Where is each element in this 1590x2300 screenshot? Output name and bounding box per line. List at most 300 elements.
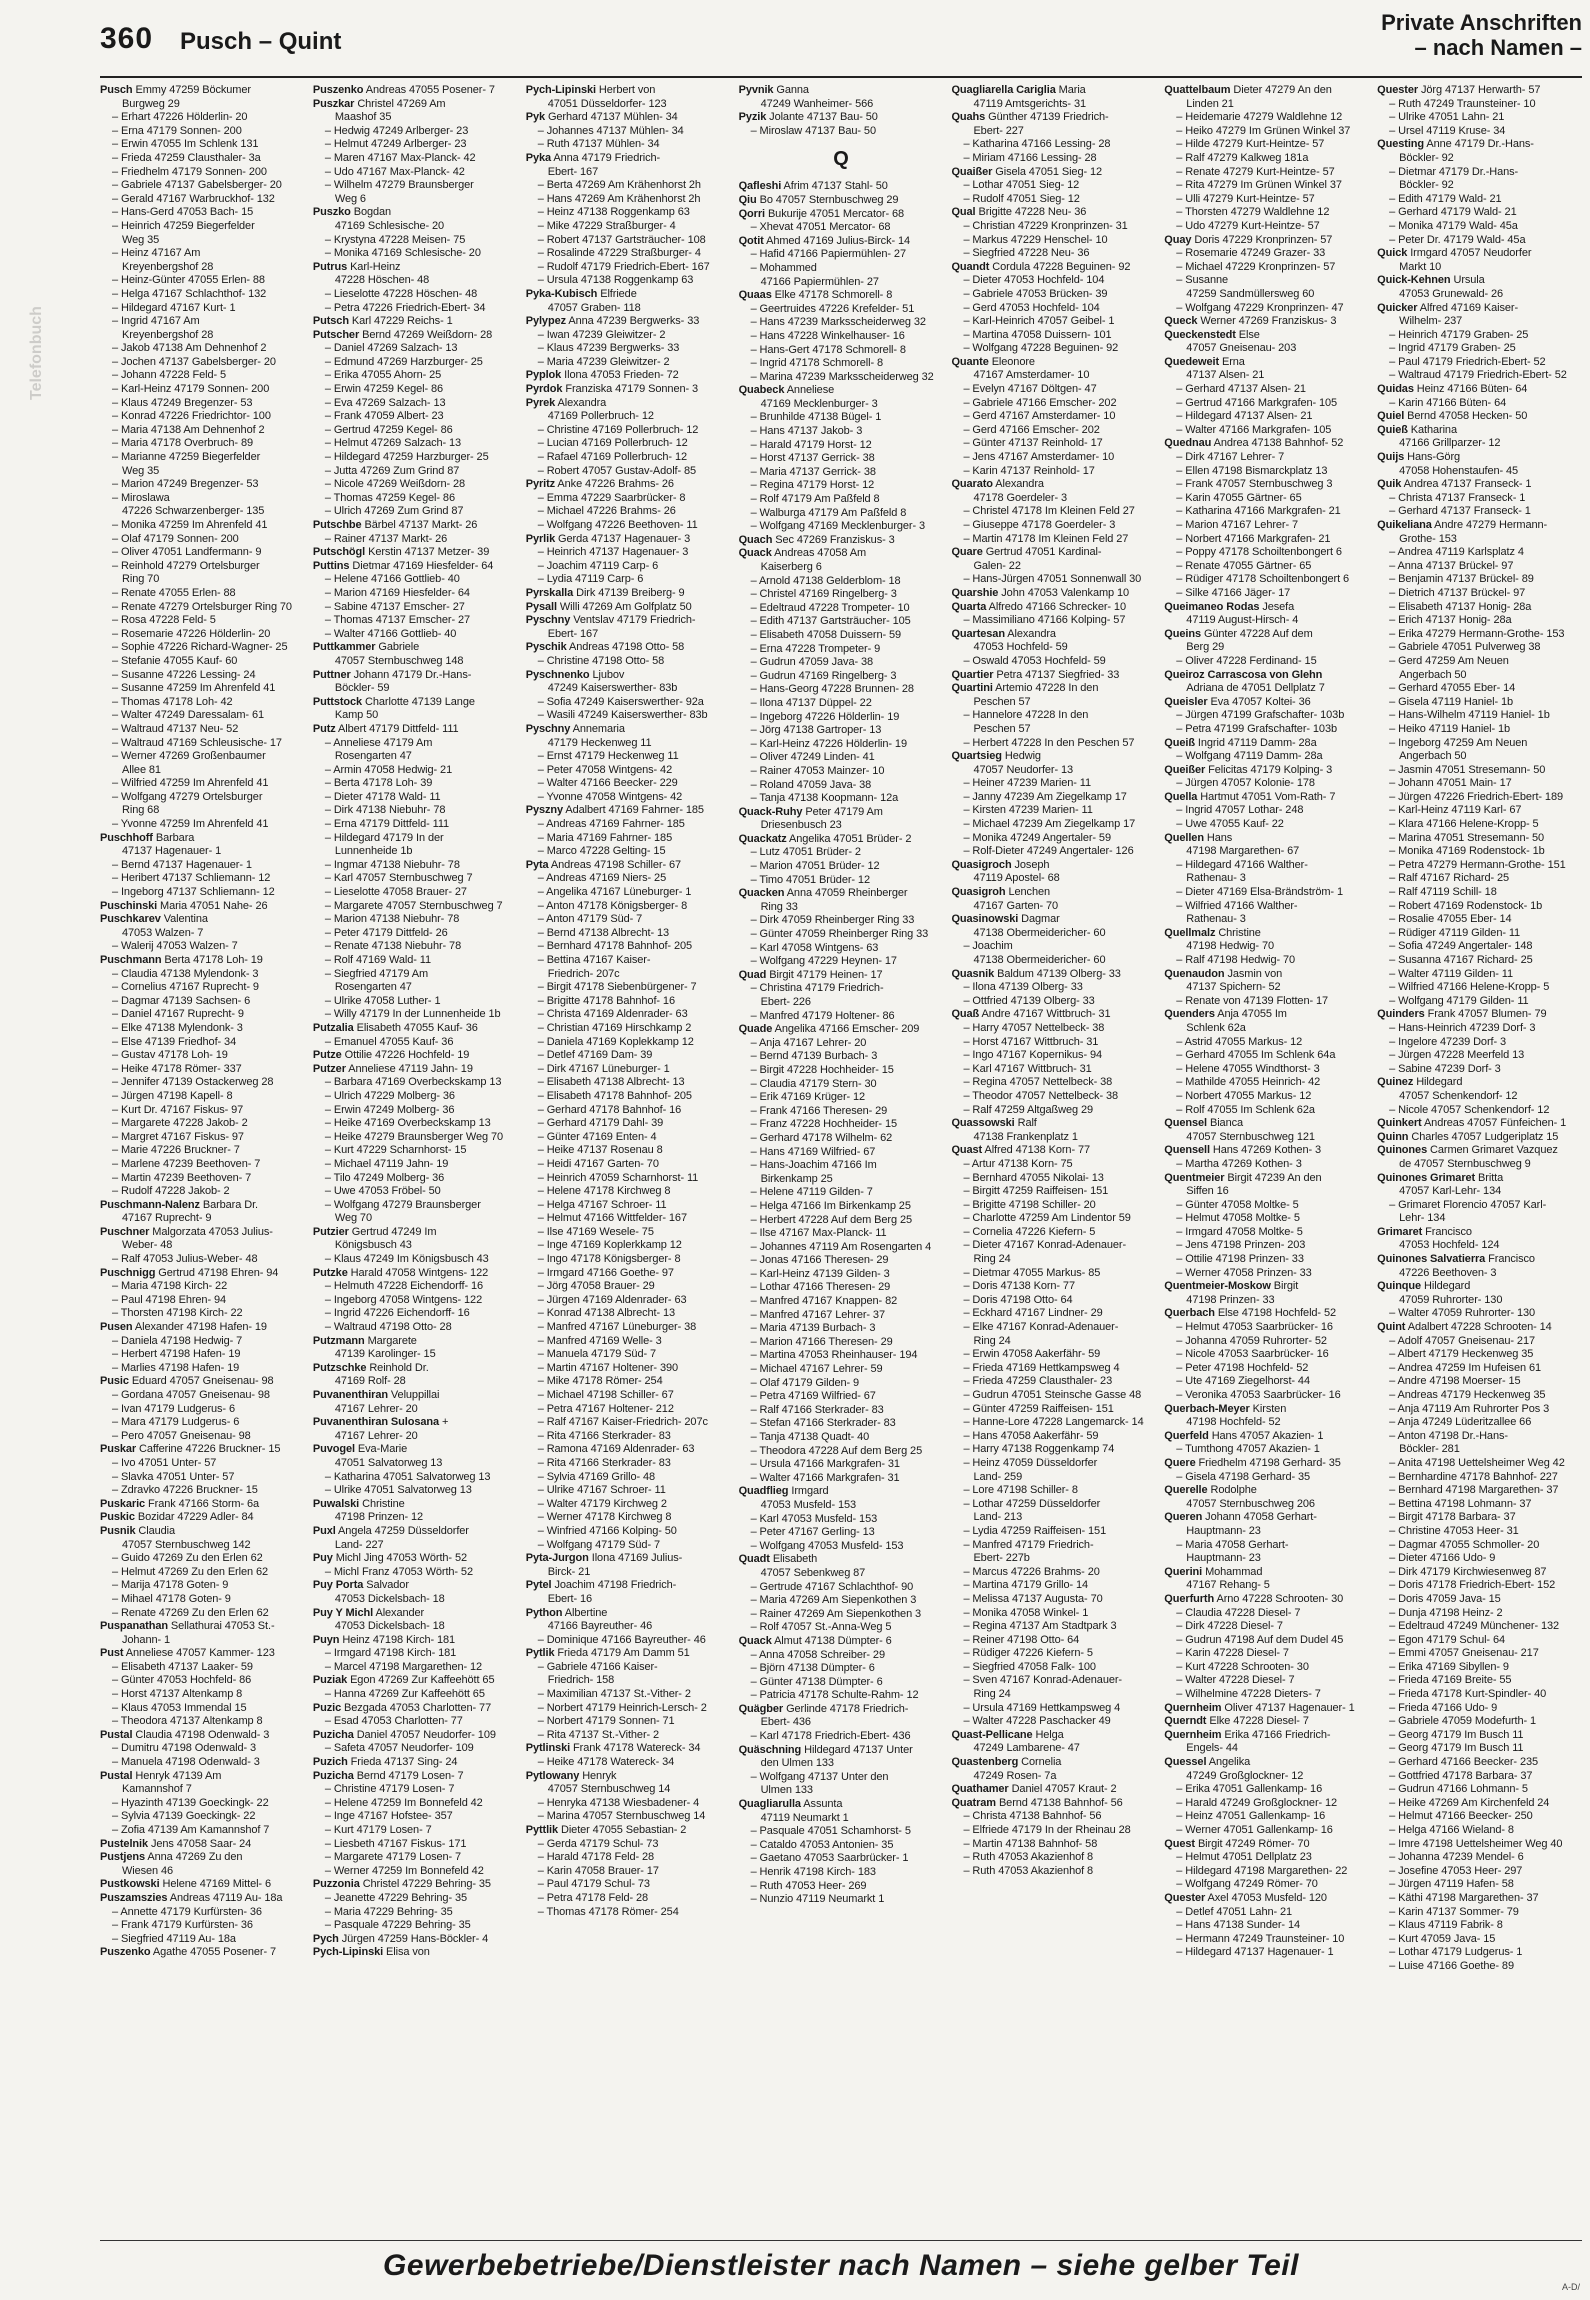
listing-continuation: 47053 Grunewald- 26 [1399, 287, 1504, 300]
listing-subentry: – Frieda 47259 Clausthaler- 3a [112, 151, 261, 164]
listing-subentry: – Thorsten 47279 Waldlehne 12 [1176, 206, 1330, 219]
listing-continuation: 47167 Lehrer- 20 [334, 1429, 418, 1442]
listing-subentry: – Werner 47178 Kirchweg 8 [537, 1511, 672, 1524]
listing-subentry: – Liesbeth 47167 Fiskus- 171 [324, 1837, 467, 1850]
listing-subentry: – Bettina 47167 Kaiser- [537, 954, 651, 966]
listing-subentry: – Ivo 47051 Unter- 57 [112, 1456, 217, 1469]
listing-continuation: Ebert- 227 [973, 124, 1024, 137]
listing-subentry: – Helmut 47269 Salzach- 13 [324, 437, 462, 450]
listing-subentry: – Helmut 47051 Dellplatz 23 [1176, 1851, 1312, 1864]
listing-subentry: – Dagmar 47055 Schmoller- 20 [1389, 1538, 1540, 1551]
listing-subentry: – Jonas 47166 Theresen- 29 [750, 1254, 889, 1267]
surname: Quernheim [1164, 1701, 1222, 1714]
listing-subentry: – Lothar 47166 Theresen- 29 [750, 1281, 891, 1294]
surname: Quartsieg [951, 750, 1002, 763]
listing-entry: Quensell Hans 47269 Kothen- 3 [1164, 1144, 1322, 1157]
listing-subentry: – Helmut 47166 Wittfelder- 167 [537, 1212, 687, 1225]
listing-subentry: – Ottilie 47198 Prinzen- 33 [1176, 1253, 1304, 1266]
listing-subentry: – Wolfgang 47137 Unter den [750, 1770, 889, 1783]
listing-subentry: – Jens 47167 Amsterdamer- 10 [963, 451, 1115, 464]
listing-subentry: – Maria 47058 Gerhart- [1176, 1538, 1289, 1551]
surname: Quaas [738, 289, 772, 302]
listing-subentry: – Edith 47179 Wald- 21 [1389, 192, 1502, 205]
listing-continuation: 47137 Hagenauer- 1 [122, 845, 222, 858]
listing-continuation: Friedrich- 158 [547, 1674, 615, 1687]
listing-subentry: – Cornelia 47226 Kiefern- 5 [963, 1225, 1096, 1238]
listing-subentry: – Renate 47269 Zu den Erlen 62 [112, 1606, 269, 1619]
surname: Pytlowany [525, 1769, 580, 1782]
listing-entry: Quellmalz Christine [1164, 926, 1261, 939]
listing-subentry: – Hanne-Lore 47228 Langemarck- 14 [963, 1416, 1144, 1429]
listing-continuation: 47138 Frankenplatz 1 [973, 1130, 1078, 1143]
listing-subentry: – Elisabeth 47138 Albrecht- 13 [537, 1076, 685, 1089]
listing-subentry: – Ursel 47119 Kruse- 34 [1389, 124, 1506, 137]
surname: Puvogel [312, 1443, 355, 1456]
listing-subentry: – Ingeborg 47226 Hölderlin- 19 [750, 710, 900, 723]
listing-subentry: – Heiko 47279 Im Grünen Winkel 37 [1176, 124, 1351, 137]
listing-subentry: – Mathilde 47055 Heinrich- 42 [1176, 1076, 1321, 1089]
listing-subentry: – Karin 47137 Sommer- 79 [1389, 1905, 1519, 1918]
listing-entry: Quella Hartmut 47051 Vom-Rath- 7 [1164, 790, 1336, 803]
listing-subentry: – Erwin 47058 Aakerfähr- 59 [963, 1348, 1101, 1361]
listing-entry: Quednau Andrea 47138 Bahnhof- 52 [1164, 437, 1344, 450]
listing-subentry: – Henryka 47138 Wiesbadener- 4 [537, 1796, 700, 1809]
listing-subentry: – Peter 47198 Hochfeld- 52 [1176, 1361, 1309, 1374]
surname: Pyta [525, 858, 549, 871]
listing-subentry: – Susanne 47226 Lessing- 24 [112, 668, 256, 681]
listing-subentry: – Renate 47279 Ortelsburger Ring 70 [112, 600, 292, 613]
listing-entry: Quathamer Daniel 47057 Kraut- 2 [951, 1783, 1117, 1796]
surname: Pustal [100, 1728, 133, 1741]
listing-subentry: – Helene 47166 Gottlieb- 40 [324, 573, 460, 586]
listing-entry: Quasnik Baldum 47139 Olberg- 33 [951, 967, 1121, 980]
surname: Quensell [1164, 1144, 1210, 1157]
listing-subentry: – Tanja 47138 Quadt- 40 [750, 1431, 870, 1443]
listing-subentry: – Dirk 47059 Rheinberger Ring 33 [750, 914, 915, 927]
listing-subentry: – Maria 47229 Behring- 35 [324, 1905, 453, 1918]
listing-subentry: – Rudolf 47228 Jakob- 2 [112, 1185, 230, 1198]
surname: Quiel [1377, 410, 1405, 423]
surname: Quieß [1377, 423, 1408, 436]
listing-subentry: – Ingrid 47178 Schmorell- 8 [750, 357, 884, 370]
listing-subentry: – Wilfried 47166 Helene-Kropp- 5 [1389, 981, 1550, 994]
listing-subentry: – Christine 47169 Pollerbruch- 12 [537, 423, 699, 436]
listing-subentry: – Waltraud 47169 Schleusische- 17 [112, 736, 282, 749]
surname: Puwalski [312, 1497, 360, 1510]
listing-subentry: – Gerd 47259 Am Neuen [1389, 654, 1509, 667]
listing-subentry: – Gottfried 47178 Barbara- 37 [1389, 1769, 1533, 1782]
listing-entry: Pytlinski Frank 47178 Watereck- 34 [525, 1742, 701, 1755]
listing-continuation: de 47057 Sternbuschweg 9 [1399, 1157, 1531, 1170]
listing-entry: Queck Werner 47269 Franziskus- 3 [1164, 315, 1337, 328]
listing-subentry: – Berta 47269 Am Krähenhorst 2h [537, 179, 701, 192]
listing-subentry: – Ulrich 47269 Zum Grind 87 [324, 505, 464, 518]
listing-entry: Pyschik Andreas 47198 Otto- 58 [525, 641, 685, 654]
listing-subentry: – Walter 47166 Beecker- 229 [537, 777, 678, 790]
listing-subentry: – Gabriele 47059 Modefurth- 1 [1389, 1715, 1537, 1728]
listing-entry: Puschmann-Nalenz Barbara Dr. [100, 1198, 258, 1211]
listing-subentry: – Herbert 47198 Hafen- 19 [112, 1348, 241, 1361]
listing-subentry: – Mohammed [750, 261, 817, 274]
listing-continuation: 47137 Spichern- 52 [1186, 981, 1281, 994]
listing-subentry: – Klaus 47239 Bergwerks- 33 [537, 342, 680, 355]
listing-entry: Quick-Kehnen Ursula [1377, 274, 1485, 287]
listing-continuation: Grothe- 153 [1399, 532, 1457, 545]
listing-subentry: – Hildegard 47167 Kurt- 1 [112, 301, 236, 314]
surname: Puspanathan [100, 1620, 168, 1633]
listing-subentry: – Winfried 47166 Kolping- 50 [537, 1524, 677, 1537]
listing-subentry: – Erika 47279 Hermann-Grothe- 153 [1389, 627, 1565, 640]
listing-subentry: – Sofia 47249 Kaiserswerther- 92a [537, 695, 704, 708]
listing-subentry: – Heike 47178 Watereck- 34 [537, 1756, 675, 1769]
surname: Quinn [1377, 1130, 1409, 1143]
listing-subentry: – Martin 47178 Im Kleinen Feld 27 [963, 532, 1129, 545]
listing-subentry: – Erik 47169 Krüger- 12 [750, 1091, 866, 1104]
listing-subentry: – Marion 47051 Brüder- 12 [750, 860, 880, 873]
surname: Pusnik [100, 1524, 136, 1537]
surname: Quare [951, 546, 983, 559]
listing-subentry: – Jürgen 47199 Grafschafter- 103b [1176, 709, 1345, 722]
listing-entry: Puvanenthiran Veluppillai [312, 1389, 440, 1401]
listing-entry: Pych Jürgen 47259 Hans-Böckler- 4 [312, 1932, 489, 1945]
listing-subentry: – Ingrid 47167 Am [112, 315, 200, 328]
listing-subentry: – Hannelore 47228 In den [963, 709, 1089, 722]
listing-subentry: – Gerd 47166 Emscher- 202 [963, 423, 1100, 436]
footer-note: Gewerbebetriebe/Dienstleister nach Namen – siehe gelber Teil [100, 2240, 1582, 2283]
listing-subentry: – Karl-Heinz 47139 Gilden- 3 [750, 1267, 890, 1280]
listing-entry: Pyschny Ventslav 47179 Friedrich- [525, 614, 696, 627]
listing-subentry: – Marion 47166 Theresen- 29 [750, 1335, 893, 1348]
surname: Putscher [312, 328, 360, 341]
listing-subentry: – Norbert 47166 Markgrafen- 21 [1176, 532, 1331, 545]
listing-entry: Puspanathan Sellathurai 47053 St.- [100, 1620, 275, 1633]
listing-subentry: – Roland 47059 Java- 38 [750, 778, 872, 791]
listing-subentry: – Dirk 47167 Lüneburger- 1 [537, 1062, 670, 1075]
listing-subentry: – Emma 47229 Saarbrücker- 8 [537, 491, 686, 504]
listing-subentry: – Walter 47166 Gottlieb- 40 [324, 627, 457, 640]
listing-subentry: – Helmut 47058 Moltke- 5 [1176, 1212, 1300, 1225]
surname: Quasigroch [951, 858, 1012, 871]
listing-subentry: – Ingmar 47138 Niebuhr- 78 [324, 858, 460, 871]
surname: Quahs [951, 111, 986, 124]
listing-subentry: – Werner 47259 Im Bonnefeld 42 [324, 1864, 484, 1877]
listing-subentry: – Hildegard 47137 Hagenauer- 1 [1176, 1946, 1334, 1959]
listing-subentry: – Zofia 47139 Am Kamannshof 7 [112, 1824, 270, 1836]
listing-subentry: – Heike 47169 Overbeckskamp 13 [324, 1117, 491, 1130]
listing-entry: Puy Porta Salvador [312, 1579, 409, 1592]
listing-continuation: 47057 Schenkendorf- 12 [1399, 1089, 1518, 1102]
listing-subentry: – Wolfgang 47228 Beguinen- 92 [963, 342, 1119, 355]
listing-entry: Quenders Anja 47055 Im [1164, 1008, 1287, 1021]
listing-continuation: Birck- 21 [547, 1565, 591, 1578]
listing-subentry: – Udo 47279 Kurt-Heintze- 57 [1176, 219, 1320, 232]
listing-continuation: 47198 Hochfeld- 52 [1186, 1416, 1281, 1429]
listing-subentry: – Jürgen 47198 Kapell- 8 [112, 1089, 233, 1102]
listing-subentry: – Peter 47058 Wintgens- 42 [537, 763, 673, 776]
listing-entry: Quade Angelika 47166 Emscher- 209 [738, 1023, 920, 1036]
corner-mark: A-D/ [1562, 2282, 1580, 2292]
listing-entry: Pyrskalla Dirk 47139 Breiberg- 9 [525, 586, 685, 599]
listing-entry: Puschkarev Valentina [100, 913, 208, 926]
listing-subentry: – Rüdiger 47119 Gilden- 11 [1389, 926, 1521, 939]
listing-entry: Puschner Malgorzata 47053 Julius- [100, 1225, 273, 1238]
listing-subentry: – Frank 47166 Theresen- 29 [750, 1104, 888, 1117]
surname: Quante [951, 355, 989, 368]
listing-continuation: Burgweg 29 [122, 97, 180, 110]
surname: Grimaret [1377, 1225, 1423, 1238]
surname: Puziak [312, 1674, 348, 1687]
listing-entry: Quidas Heinz 47166 Büten- 64 [1377, 383, 1528, 396]
surname: Putzier [312, 1225, 349, 1238]
listing-subentry: – Maria 47169 Fahrner- 185 [537, 831, 673, 844]
listing-subentry: – Ulrike 47051 Salvatorweg 13 [324, 1484, 472, 1497]
listing-entry: Quint Adalbert 47228 Schrooten- 14 [1377, 1321, 1552, 1334]
listing-subentry: – Ingelore 47239 Dorf- 3 [1389, 1035, 1507, 1048]
listing-continuation: Ring 70 [122, 573, 160, 586]
listing-subentry: – Walter 47249 Daressalam- 61 [112, 709, 264, 722]
listing-subentry: – Kirsten 47239 Marien- 11 [963, 804, 1093, 817]
listing-continuation: 47057 Sebenkweg 87 [760, 1566, 866, 1579]
listing-continuation: 47138 Obermeidericher- 60 [973, 926, 1106, 939]
listing-subentry: – Marion 47169 Hiesfelder- 64 [324, 586, 470, 599]
listing-subentry: – Monika 47249 Angertaler- 59 [963, 831, 1111, 844]
listing-continuation: 47249 Rosen- 7a [973, 1769, 1057, 1782]
listing-subentry: – Rüdiger 47226 Kiefern- 5 [963, 1647, 1093, 1660]
listing-subentry: – Cataldo 47053 Antonien- 35 [750, 1838, 894, 1851]
listing-entry: Quabeck Anneliese [738, 384, 835, 397]
listing-subentry: – Walter 47166 Markgrafen- 31 [750, 1471, 900, 1484]
section-title-line-2: – nach Namen – [1414, 35, 1582, 60]
listing-continuation: 47226 Schwarzenberger- 135 [122, 505, 265, 518]
surname: Puzzonia [312, 1878, 360, 1891]
listing-subentry: – Helene 47055 Windthorst- 3 [1176, 1062, 1320, 1075]
listing-entry: Pusen Alexander 47198 Hafen- 19 [100, 1321, 267, 1334]
listing-subentry: – Frieda 47178 Kurt-Spindler- 40 [1389, 1688, 1547, 1701]
listing-subentry: – Horst 47137 Altenkamp 8 [112, 1688, 243, 1701]
listing-continuation: Allee 81 [122, 763, 161, 776]
surname: Puszenko [312, 84, 364, 96]
listing-continuation: Adriana de 47051 Dellplatz 7 [1186, 682, 1325, 695]
listing-continuation: Maashof 35 [334, 111, 392, 124]
listing-subentry: – Petra 47199 Grafschafter- 103b [1176, 722, 1337, 735]
listing-entry: Qotit Ahmed 47169 Julius-Birck- 14 [738, 234, 911, 247]
surname: Pustelnik [100, 1837, 149, 1850]
surname: Quacken [738, 887, 785, 900]
listing-subentry: – Jasmin 47051 Stresemann- 50 [1389, 763, 1546, 776]
listing-subentry: – Dietmar 47179 Dr.-Hans- [1389, 165, 1519, 178]
listing-subentry: – Karl 47053 Musfeld- 153 [750, 1512, 878, 1525]
listing-subentry: – Renate 47055 Erlen- 88 [112, 586, 236, 599]
surname: Quinque [1377, 1280, 1422, 1293]
running-head: Pusch – Quint [180, 28, 342, 55]
listing-subentry: – Norbert 47179 Heinrich-Lersch- 2 [537, 1701, 707, 1714]
listing-subentry: – Wilhelmine 47228 Dieters- 7 [1176, 1688, 1321, 1701]
listing-subentry: – Oliver 47051 Landfermann- 9 [112, 546, 262, 559]
surname: Pyschnenko [525, 668, 590, 681]
listing-entry: Puttner Johann 47179 Dr.-Hans- [312, 668, 472, 681]
listing-entry: Grimaret Francisco [1377, 1225, 1472, 1238]
listing-subentry: – Wolfgang 47226 Beethoven- 11 [537, 519, 698, 531]
listing-entry: Quedeweit Erna [1164, 355, 1245, 368]
listing-subentry: – Bernhard 47178 Bahnhof- 205 [537, 940, 692, 953]
listing-subentry: – Petra 47226 Friedrich-Ebert- 34 [324, 301, 486, 314]
listing-continuation: Schlenk 62a [1186, 1021, 1246, 1034]
surname: Quagliarulla [738, 1798, 801, 1811]
listing-subentry: – Manfred 47167 Lüneburger- 38 [537, 1321, 697, 1334]
listing-subentry: – Rainer 47053 Mainzer- 10 [750, 764, 885, 777]
listing-subentry: – Walter 47228 Paschacker 49 [963, 1715, 1111, 1728]
listing-continuation: 47057 Sternbuschweg 14 [547, 1783, 671, 1796]
listing-continuation: Böckler- 92 [1399, 151, 1454, 164]
surname: Pyka-Kubisch [525, 287, 598, 300]
surname: Putschögl [312, 546, 366, 559]
listing-entry: Pyrdok Franziska 47179 Sonnen- 3 [525, 383, 699, 396]
listing-subentry: – Marie 47226 Bruckner- 7 [112, 1144, 240, 1157]
listing-continuation: 47169 Schlesische- 20 [334, 219, 445, 232]
listing-subentry: – Armin 47058 Hedwig- 21 [324, 763, 453, 776]
surname: Pust [100, 1647, 124, 1660]
listing-entry: Pustelnik Jens 47058 Saar- 24 [100, 1837, 252, 1850]
listing-entry: Quartier Petra 47137 Siegfried- 33 [951, 668, 1120, 681]
listing-subentry: – Hans 47228 Winkelhauser- 16 [750, 329, 905, 342]
surname: Quatram [951, 1796, 996, 1809]
listing-subentry: – Hermann 47249 Traunsteiner- 10 [1176, 1932, 1345, 1945]
listing-subentry: – Anton 47198 Dr.-Hans- [1389, 1429, 1508, 1442]
listing-subentry: – Peter Dr. 47179 Wald- 45a [1389, 233, 1526, 246]
listing-entry: Putzier Gertrud 47249 Im [312, 1225, 437, 1238]
listing-subentry: – Frieda 47166 Udo- 9 [1389, 1701, 1498, 1714]
surname: Putsch [312, 315, 349, 328]
listing-subentry: – Anton 47179 Süd- 7 [537, 913, 643, 926]
listing-subentry: – Massimiliano 47166 Kolping- 57 [963, 614, 1126, 627]
listing-subentry: – Heinz 47167 Am [112, 247, 201, 260]
listing-entry: Quaas Elke 47178 Schmorell- 8 [738, 289, 893, 302]
listing-subentry: – Mike 47178 Römer- 254 [537, 1375, 663, 1388]
listing-subentry: – Marina 47057 Sternbuschweg 14 [537, 1810, 706, 1823]
listing-subentry: – Gerhard 47137 Franseck- 1 [1389, 505, 1531, 518]
listing-continuation: Wiesen 46 [122, 1864, 174, 1877]
listing-subentry: – Maria 47198 Kirch- 22 [112, 1280, 228, 1293]
listing-subentry: – Maria 47178 Overbruch- 89 [112, 437, 253, 450]
surname: Putschbe [312, 519, 362, 531]
listing-subentry: – Andreas 47169 Fahrner- 185 [537, 818, 685, 831]
listing-entry: Quack Almut 47138 Dümpter- 6 [738, 1634, 892, 1647]
listing-subentry: – Janny 47239 Am Ziegelkamp 17 [963, 790, 1127, 803]
listing-subentry: – Günter 47169 Enten- 4 [537, 1130, 657, 1143]
listing-subentry: – Monika 47169 Rodenstock- 1b [1389, 845, 1545, 858]
listing-subentry: – Hildegard 47166 Walther- [1176, 858, 1308, 871]
section-title [1381, 10, 1582, 60]
listing-subentry: – Karin 47055 Gärtner- 65 [1176, 491, 1302, 504]
surname: Puschhoff [100, 831, 153, 844]
listing-entry: Quarta Alfredo 47166 Schrecker- 10 [951, 600, 1126, 613]
listing-entry: Pyszny Adalbert 47169 Fahrner- 185 [525, 804, 704, 817]
surname: Pylypez [525, 315, 566, 328]
listing-continuation: Galen- 22 [973, 559, 1021, 572]
listing-entry: Puschinski Maria 47051 Nahe- 26 [100, 899, 268, 912]
listing-continuation: Böckler- 59 [334, 682, 390, 695]
listing-entry: Puxl Angela 47259 Düsseldorfer [312, 1524, 469, 1537]
listing-subentry: – Ursula 47166 Markgrafen- 31 [750, 1458, 900, 1471]
listing-subentry: – Lothar 47259 Düsseldorfer [963, 1497, 1101, 1510]
listing-continuation: Rathenau- 3 [1186, 872, 1246, 885]
listing-subentry: – Christine 47179 Losen- 7 [324, 1783, 455, 1796]
surname: Pyta-Jurgon [525, 1552, 589, 1565]
listing-subentry: – Maria 47239 Gleiwitzer- 2 [537, 355, 670, 368]
listing-continuation: 47169 Rolf- 28 [334, 1375, 406, 1388]
listing-subentry: – Ellen 47198 Bismarckplatz 13 [1176, 464, 1328, 477]
surname: Puszkar [312, 97, 355, 110]
surname: Querbach [1164, 1307, 1215, 1320]
surname: Queren [1164, 1511, 1203, 1524]
listing-entry: Quahs Günther 47139 Friedrich- [951, 111, 1109, 124]
alphabet-letter-heading: Q [833, 148, 849, 171]
listing-subentry: – Nicole 47057 Schenkendorf- 12 [1389, 1103, 1550, 1116]
page-header [0, 0, 1590, 80]
listing-subentry: – Gisela 47119 Haniel- 1b [1389, 695, 1514, 708]
listing-subentry: – Hans-Heinrich 47239 Dorf- 3 [1389, 1021, 1536, 1034]
listing-continuation: 47057 Sternbuschweg 121 [1186, 1130, 1315, 1143]
listing-subentry: – Jörg 47138 Gartroper- 13 [750, 724, 882, 737]
listing-subentry: – Gerhard 47137 Alsen- 21 [1176, 383, 1306, 396]
listing-entry: Queiß Ingrid 47119 Damm- 28a [1164, 736, 1317, 749]
surname: Querini [1164, 1565, 1203, 1578]
surname: Quick [1377, 247, 1408, 260]
listing-subentry: – Gerald 47167 Warbruckhof- 132 [112, 192, 275, 205]
listing-subentry: – Lieselotte 47058 Brauer- 27 [324, 886, 467, 899]
listing-subentry: – Gudrun 47059 Java- 38 [750, 656, 874, 669]
surname: Puschkarev [100, 913, 161, 926]
listing-subentry: – Helmuth 47228 Eichendorff- 16 [324, 1280, 483, 1293]
listing-subentry: – Ernst 47179 Heckenweg 11 [537, 750, 679, 763]
surname: Pyrdok [525, 383, 563, 396]
listing-subentry: – Michl Franz 47053 Wörth- 52 [324, 1565, 473, 1578]
listing-subentry: – Johanna 47239 Mendel- 6 [1389, 1851, 1524, 1864]
listing-subentry: – Sabine 47137 Emscher- 27 [324, 600, 465, 613]
listing-entry: Quastenberg Cornelia [951, 1756, 1062, 1769]
surname: Pyka [525, 151, 552, 164]
surname: Pytlinski [525, 1742, 571, 1755]
surname: Pyzik [738, 111, 767, 124]
listing-subentry: – Petra 47169 Wilfried- 67 [750, 1390, 876, 1403]
surname: Puttstock [312, 695, 363, 708]
listing-subentry: – Heinrich 47179 Graben- 25 [1389, 328, 1529, 341]
listing-subentry: – Petra 47167 Holtener- 212 [537, 1402, 674, 1415]
listing-subentry: – Marianne 47259 Biegerfelder [112, 451, 261, 464]
listing-entry: Queckenstedt Else [1164, 328, 1260, 341]
listing-subentry: – Günter 47259 Raiffeisen- 151 [963, 1402, 1114, 1415]
listing-subentry: – Hildegard 47137 Alsen- 21 [1176, 410, 1313, 423]
listing-subentry: – Jutta 47269 Zum Grind 87 [324, 464, 460, 477]
listing-entry: Quante Eleonore [951, 355, 1035, 368]
listing-continuation: 47249 Großglockner- 12 [1186, 1769, 1304, 1782]
listing-subentry: – Johann 47051 Main- 17 [1389, 777, 1512, 790]
listing-subentry: – Susanna 47167 Richard- 25 [1389, 954, 1533, 966]
surname: Quikeliana [1377, 519, 1432, 531]
listing-subentry: – Wolfgang 47279 Ortelsburger [112, 790, 263, 803]
surname: Putzke [312, 1266, 348, 1279]
listing-subentry: – Ralf 47279 Kalkweg 181a [1176, 151, 1309, 164]
listing-subentry: – Gabriele 47137 Gabelsberger- 20 [112, 179, 282, 192]
listing-continuation: Peschen 57 [973, 695, 1031, 708]
listing-subentry: – Harry 47057 Nettelbeck- 38 [963, 1021, 1105, 1034]
listing-subentry: – Walter 47166 Markgrafen- 105 [1176, 423, 1332, 436]
listing-entry: Puvogel Eva-Marie [312, 1443, 408, 1456]
surname: Pyschik [525, 641, 567, 654]
listing-subentry: – Sophie 47226 Richard-Wagner- 25 [112, 641, 288, 654]
listing-entry: Quijs Hans-Görg [1377, 451, 1461, 464]
listing-subentry: – Harald 47179 Horst- 12 [750, 438, 872, 451]
